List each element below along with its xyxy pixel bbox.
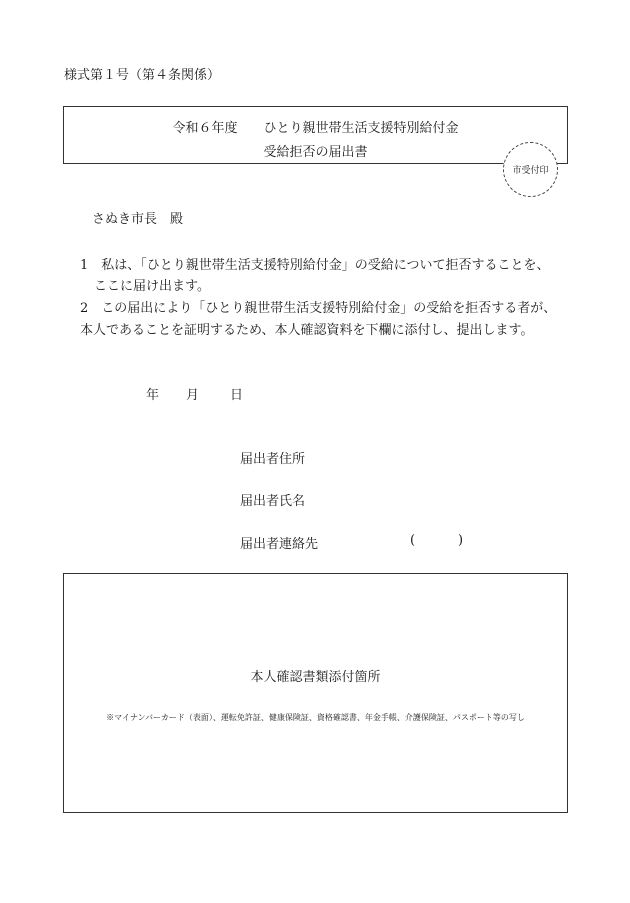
applicant-name-label: 届出者氏名: [240, 494, 306, 509]
reception-stamp-circle: [503, 142, 558, 197]
paragraph-1-line-1: 1 私は、「ひとり親世帯生活支援特別給付金」の受給について拒否することを、: [80, 258, 550, 273]
document-title: 令和６年度 ひとり親世帯生活支援特別給付金: [172, 121, 459, 136]
stamp-label: 市受付印: [512, 166, 549, 176]
paragraph-2-line-2: 本人であることを証明するため、本人確認資料を下欄に添付し、提出します。: [80, 323, 534, 338]
title-box: [63, 106, 568, 164]
paragraph-1-line-2: ここに届け出ます。: [94, 279, 210, 294]
form-number: 様式第１号（第４条関係）: [64, 68, 221, 83]
paragraph-2-line-1: 2 この届出により「ひとり親世帯生活支援特別給付金」の受給を拒否する者が、: [80, 301, 557, 316]
date-year-label: 年: [146, 388, 160, 403]
contact-paren-close: ): [458, 533, 464, 548]
contact-paren-open: (: [410, 533, 416, 548]
applicant-contact-label: 届出者連絡先: [240, 537, 319, 552]
id-attachment-note: ※マイナンバーカード（表面）、運転免許証、健康保険証、資格確認書、年金手帳、介護保険証、パスポート等の写し: [106, 713, 525, 722]
date-month-label: 月: [186, 388, 200, 403]
id-document-attachment-box: [63, 573, 568, 813]
document-subtitle: 受給拒否の届出書: [263, 145, 368, 160]
id-attachment-title: 本人確認書類添付箇所: [250, 670, 381, 685]
applicant-address-label: 届出者住所: [240, 452, 306, 467]
addressee: さぬき市長 殿: [92, 212, 184, 227]
date-day-label: 日: [230, 388, 244, 403]
